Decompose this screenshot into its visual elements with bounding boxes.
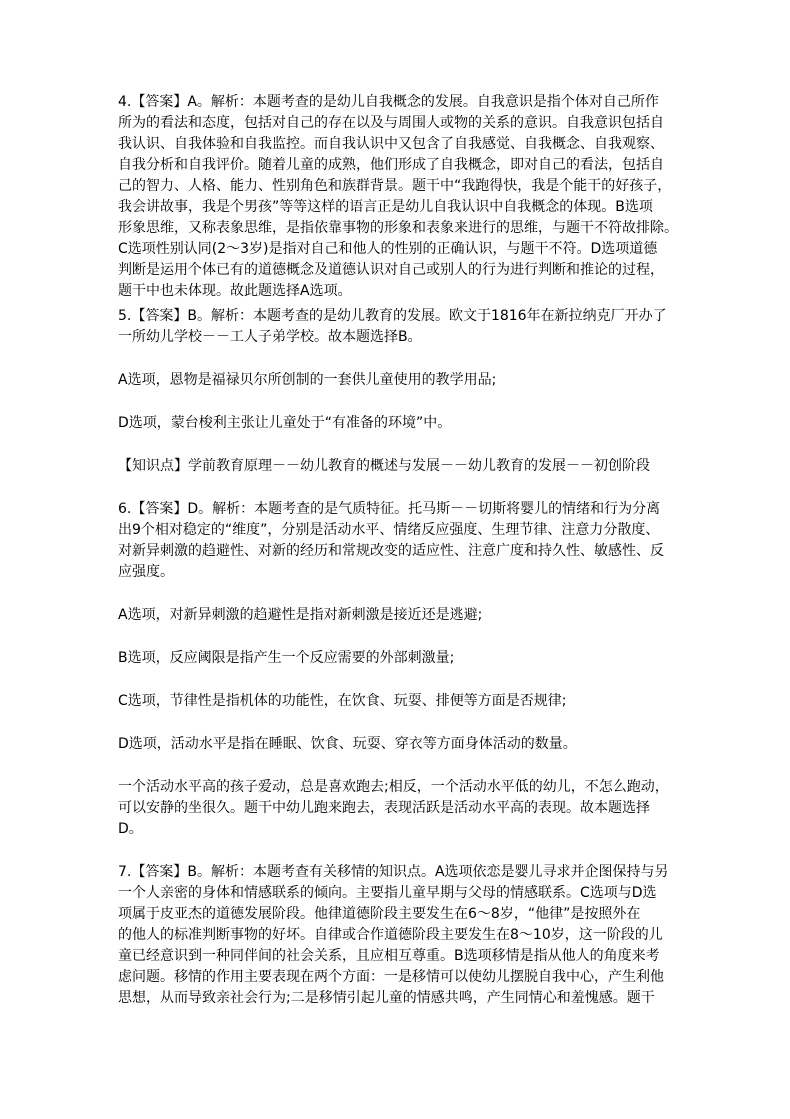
paragraph bbox=[118, 734, 698, 755]
text-line: 6.【答案】D。解析：本题考查的是气质特征。托马斯－－切斯将婴儿的情绪和行为分离 bbox=[118, 501, 661, 517]
text-line: 一所幼儿学校－－工人子弟学校。故本题选择B。 bbox=[118, 329, 422, 345]
text-line: 一个人亲密的身体和情感联系的倾向。主要指儿童早期与父母的情感联系。C选项与D选 bbox=[118, 885, 657, 901]
text-line: 我会讲故事，我是个男孩”等等这样的语言正是幼儿自我认识中自我概念的体现。B选项 bbox=[118, 199, 653, 215]
text-line: 虑问题。移情的作用主要表现在两个方面：一是移情可以使幼儿摆脱自我中心，产生利他 bbox=[118, 969, 664, 985]
text-line: 5.【答案】B。解析：本题考查的是幼儿教育的发展。欧文于1816年在新拉纳克厂开办了 bbox=[118, 308, 667, 324]
text-line: B选项，反应阈限是指产生一个反应需要的外部刺激量; bbox=[118, 650, 455, 666]
text-line: 4.【答案】A。解析：本题考查的是幼儿自我概念的发展。自我意识是指个体对自己所作 bbox=[118, 94, 659, 110]
paragraph bbox=[118, 499, 698, 583]
text-line: 的他人的标准判断事物的好坏。自律或合作道德阶段主要发生在8～10岁，这一阶段的儿 bbox=[118, 927, 663, 943]
text-line: 【知识点】学前教育原理－－幼儿教育的概述与发展－－幼儿教育的发展－－初创阶段 bbox=[118, 458, 650, 474]
text-line: 所为的看法和态度，包括对自己的存在以及与周围人或物的关系的意识。自我意识包括自 bbox=[118, 115, 664, 131]
text-line: 童已经意识到一种同伴间的社会关系，且应相互尊重。B选项移情是指从他人的角度来考 bbox=[118, 948, 660, 964]
text-line: 7.【答案】B。解析：本题考查有关移情的知识点。A选项依恋是婴儿寻求并企图保持与另 bbox=[118, 864, 669, 880]
text-line: 己的智力、人格、能力、性别角色和族群背景。题干中“我跑得快，我是个能干的好孩子， bbox=[118, 178, 672, 194]
text-line: D选项，活动水平是指在睡眠、饮食、玩耍、穿衣等方面身体活动的数量。 bbox=[118, 736, 577, 752]
text-line: 应强度。 bbox=[118, 564, 174, 580]
paragraph bbox=[118, 691, 698, 712]
paragraph bbox=[118, 306, 698, 348]
text-line: 可以安静的坐很久。题干中幼儿跑来跑去，表现活跃是活动水平高的表现。故本题选择 bbox=[118, 800, 650, 816]
text-line: 形象思维，又称表象思维，是指依靠事物的形象和表象来进行的思维，与题干不符故排除。 bbox=[118, 220, 678, 236]
text-line: 题干中也未体现。故此题选择A选项。 bbox=[118, 283, 352, 299]
text-line: 判断是运用个体已有的道德概念及道德认识对自己或别人的行为进行判断和推论的过程， bbox=[118, 262, 664, 278]
text-line: C选项性别认同(2～3岁)是指对自己和他人的性别的正确认识，与题干不符。D选项道德 bbox=[118, 241, 658, 257]
text-line: D选项，蒙台梭利主张让儿童处于“有准备的环境”中。 bbox=[118, 415, 452, 431]
paragraph bbox=[118, 370, 698, 391]
text-line: D。 bbox=[118, 821, 143, 837]
paragraph bbox=[118, 413, 698, 434]
text-line: C选项，节律性是指机体的功能性，在饮食、玩耍、排便等方面是否规律; bbox=[118, 693, 567, 709]
document-body bbox=[118, 92, 698, 1031]
text-line: 对新异刺激的趋避性、对新的经历和常规改变的适应性、注意广度和持久性、敏感性、反 bbox=[118, 543, 664, 559]
text-line: A选项，恩物是福禄贝尔所创制的一套供儿童使用的教学用品; bbox=[118, 372, 497, 388]
paragraph bbox=[118, 777, 698, 840]
text-line: A选项，对新异刺激的趋避性是指对新刺激是接近还是逃避; bbox=[118, 607, 483, 623]
paragraph bbox=[118, 862, 698, 1009]
text-line: 一个活动水平高的孩子爱动，总是喜欢跑去;相反，一个活动水平低的幼儿，不怎么跑动， bbox=[118, 779, 669, 795]
text-line: 思想，从而导致亲社会行为;二是移情引起儿童的情感共鸣，产生同情心和羞愧感。题干 bbox=[118, 990, 655, 1006]
text-line: 项属于皮亚杰的道德发展阶段。他律道德阶段主要发生在6～8岁，“他律”是按照外在 bbox=[118, 906, 641, 922]
paragraph bbox=[118, 648, 698, 669]
paragraph bbox=[118, 456, 698, 477]
paragraph bbox=[118, 92, 698, 302]
text-line: 我认识、自我体验和自我监控。而自我认识中又包含了自我感觉、自我概念、自我观察、 bbox=[118, 136, 664, 152]
text-line: 出9个相对稳定的“维度”，分别是活动水平、情绪反应强度、生理节律、注意力分散度、 bbox=[118, 522, 660, 538]
paragraph bbox=[118, 605, 698, 626]
text-line: 自我分析和自我评价。随着儿童的成熟，他们形成了自我概念，即对自己的看法，包括自 bbox=[118, 157, 664, 173]
